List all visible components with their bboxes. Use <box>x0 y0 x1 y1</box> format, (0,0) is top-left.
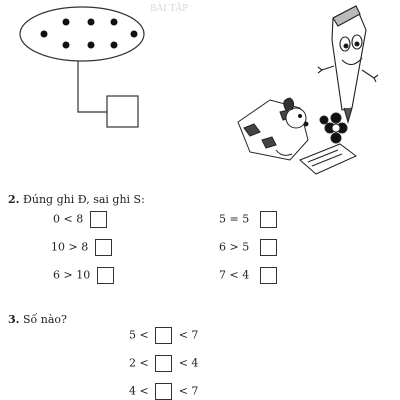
expression: 6 > 10 <box>53 268 91 282</box>
question-3-title <box>8 313 67 326</box>
answer-box[interactable] <box>97 267 114 284</box>
answer-box-count <box>107 96 138 127</box>
answer-box[interactable] <box>155 355 172 372</box>
answer-box[interactable] <box>155 383 172 400</box>
expression: 0 < 8 <box>53 212 84 226</box>
question-instruction: Số nào? <box>22 313 67 326</box>
question-instruction: Đúng ghi Đ, sai ghi S: <box>22 193 145 206</box>
answer-box[interactable] <box>155 327 172 344</box>
answer-box[interactable] <box>90 211 107 228</box>
right-part: < 4 <box>178 356 199 370</box>
pencil-character-icon <box>318 6 378 122</box>
dot <box>41 31 48 38</box>
left-part: 2 < <box>129 356 149 370</box>
answer-box[interactable] <box>260 211 277 228</box>
compare-item <box>219 211 277 228</box>
compare-item <box>51 239 112 256</box>
compare-item <box>53 211 107 228</box>
connector-line <box>78 61 107 112</box>
dot <box>111 19 118 26</box>
expression: 6 > 5 <box>219 240 250 254</box>
dot <box>88 19 95 26</box>
compare-item <box>219 239 277 256</box>
expression: 5 = 5 <box>219 212 250 226</box>
compare-item <box>53 267 114 284</box>
answer-box[interactable] <box>260 239 277 256</box>
right-part: < 7 <box>178 384 199 398</box>
expression: 7 < 4 <box>219 268 250 282</box>
dot-oval <box>20 7 144 61</box>
left-part: 5 < <box>129 328 149 342</box>
question-number: 3. <box>8 313 20 326</box>
question-2-title <box>8 193 145 206</box>
answer-box[interactable] <box>260 267 277 284</box>
faded-header: BÀI TẬP <box>150 4 189 14</box>
number-fill-item <box>129 355 198 372</box>
dot <box>88 42 95 49</box>
dot <box>131 31 138 38</box>
dots <box>41 19 138 49</box>
dot <box>63 19 70 26</box>
expression: 10 > 8 <box>51 240 89 254</box>
answer-box[interactable] <box>95 239 112 256</box>
question-number: 2. <box>8 193 20 206</box>
number-fill-item <box>129 383 198 400</box>
compare-item <box>219 267 277 284</box>
flower-icon <box>320 113 347 143</box>
left-part: 4 < <box>129 384 149 398</box>
right-part: < 7 <box>178 328 199 342</box>
number-fill-item <box>129 327 198 344</box>
dot <box>63 42 70 49</box>
dot <box>111 42 118 49</box>
